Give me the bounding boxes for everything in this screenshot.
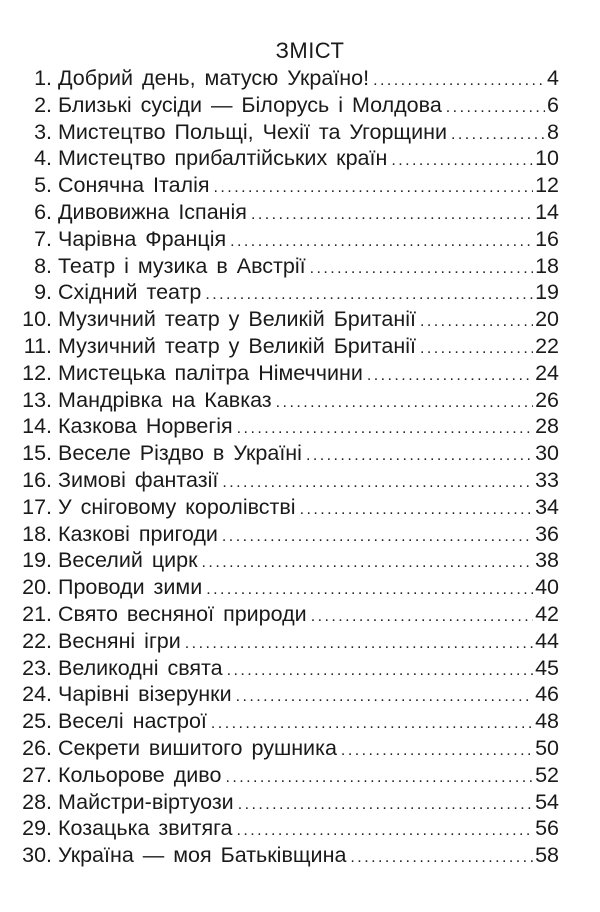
entry-title: Веселі настрої (58, 709, 207, 734)
dot-leader (238, 792, 533, 819)
entry-number: 24. (22, 682, 52, 707)
entry-number: 20. (22, 575, 52, 600)
entry-page-number: 34 (535, 494, 559, 519)
toc-entry (14, 306, 559, 333)
toc-entry (14, 547, 559, 574)
entry-page-number: 54 (535, 789, 559, 814)
entry-page-number: 19 (535, 280, 559, 305)
entry-title: Казкова Норвегія (58, 414, 233, 439)
entry-title: Майстри-віртуози (58, 789, 234, 814)
entry-page-number: 56 (535, 816, 559, 841)
toc-entry (14, 440, 559, 467)
entry-number: 9. (34, 280, 52, 305)
entry-number: 8. (34, 253, 52, 278)
table-of-contents (14, 65, 559, 869)
toc-entry (14, 655, 559, 682)
toc-entry (14, 762, 559, 789)
entry-title: Мистецька палітра Німеччини (58, 360, 363, 385)
entry-title: Казкові пригоди (58, 521, 218, 546)
dot-leader (420, 309, 533, 336)
dot-leader (230, 229, 533, 256)
entry-title: Добрий день, матусю Україно! (58, 66, 370, 90)
entry-page-number: 22 (535, 333, 559, 358)
entry-page-number: 33 (535, 467, 559, 492)
entry-title: Мандрівка на Кавказ (58, 387, 272, 412)
entry-number: 1. (34, 66, 52, 90)
dot-leader (341, 738, 533, 765)
toc-entry (14, 789, 559, 816)
toc-entry (14, 333, 559, 360)
entry-number: 22. (22, 628, 52, 653)
dot-leader (276, 390, 533, 417)
entry-number: 28. (22, 789, 52, 814)
entry-number: 11. (23, 333, 52, 358)
entry-title: У сніговому королівстві (58, 494, 296, 519)
dot-leader (206, 577, 533, 604)
entry-page-number: 38 (535, 548, 559, 573)
entry-title: Секрети вишитого рушника (58, 735, 337, 760)
entry-title: Близькі сусіди — Білорусь і Молдова (58, 92, 442, 117)
dot-leader (237, 818, 534, 845)
dot-leader (350, 845, 533, 872)
entry-page-number: 24 (535, 360, 559, 385)
entry-title: Україна — моя Батьківщина (58, 843, 347, 868)
entry-title: Свято весняної природи (58, 601, 307, 626)
toc-entry (14, 145, 559, 172)
toc-entry (14, 574, 559, 601)
entry-number: 25. (22, 709, 52, 734)
dot-leader (451, 122, 545, 149)
entry-number: 7. (34, 226, 52, 251)
dot-leader (211, 711, 533, 738)
entry-title: Чарівні візерунки (58, 682, 232, 707)
entry-number: 2. (34, 92, 52, 117)
entry-page-number: 20 (535, 307, 559, 332)
entry-title: Дивовижна Іспанія (58, 199, 247, 224)
toc-entry (14, 360, 559, 387)
entry-number: 6. (34, 199, 52, 224)
entry-page-number: 6 (547, 92, 559, 117)
entry-number: 13. (22, 387, 52, 412)
dot-leader (185, 631, 533, 658)
entry-title: Чарівна Франція (58, 226, 227, 251)
page-title: ЗМІСТ (275, 38, 345, 63)
entry-number: 16. (22, 467, 52, 492)
toc-entry (14, 842, 559, 869)
entry-number: 12. (22, 360, 52, 385)
entry-title: Козацька звитяга (58, 816, 233, 841)
dot-leader (306, 443, 533, 470)
toc-entry (14, 65, 559, 92)
entry-number: 27. (22, 762, 52, 787)
entry-number: 17. (22, 494, 52, 519)
dot-leader (214, 175, 534, 202)
entry-number: 26. (22, 735, 52, 760)
dot-leader (237, 416, 533, 443)
toc-entry (14, 199, 559, 226)
entry-page-number: 45 (535, 655, 559, 680)
entry-number: 30. (22, 843, 52, 868)
entry-page-number: 50 (535, 735, 559, 760)
dot-leader (310, 256, 534, 283)
entry-number: 19. (22, 548, 52, 573)
entry-page-number: 12 (535, 173, 559, 198)
entry-page-number: 46 (535, 682, 559, 707)
dot-leader (227, 658, 534, 685)
entry-title: Театр і музика в Австрії (58, 253, 306, 278)
dot-leader (236, 684, 533, 711)
dot-leader (420, 336, 533, 363)
entry-page-number: 16 (535, 226, 559, 251)
entry-number: 18. (22, 521, 52, 546)
dot-leader (311, 604, 533, 631)
entry-number: 10. (22, 307, 52, 332)
entry-title: Проводи зими (58, 575, 203, 600)
toc-entry (14, 521, 559, 548)
toc-entry (14, 119, 559, 146)
entry-title: Великодні свята (58, 655, 223, 680)
entry-number: 3. (34, 119, 52, 144)
dot-leader (367, 363, 533, 390)
entry-page-number: 28 (535, 414, 559, 439)
toc-entry (14, 172, 559, 199)
entry-number: 23. (22, 655, 52, 680)
toc-entry (14, 628, 559, 655)
entry-page-number: 36 (535, 521, 559, 546)
dot-leader (300, 497, 533, 524)
toc-entry (14, 494, 559, 521)
dot-leader (222, 524, 533, 551)
entry-title: Мистецтво прибалтійських країн (58, 146, 388, 171)
entry-title: Веселе Різдво в Україні (58, 441, 302, 466)
dot-leader (225, 765, 533, 792)
entry-page-number: 4 (547, 66, 559, 90)
dot-leader (222, 470, 533, 497)
toc-entry (14, 708, 559, 735)
entry-number: 5. (34, 173, 52, 198)
entry-title: Веселий цирк (58, 548, 198, 573)
toc-entry (14, 735, 559, 762)
toc-entry (14, 279, 559, 306)
dot-leader (251, 202, 533, 229)
entry-number: 29. (22, 816, 52, 841)
entry-number: 14. (22, 414, 52, 439)
entry-title: Східний театр (58, 280, 202, 305)
dot-leader (446, 95, 545, 122)
entry-title: Сонячна Італія (58, 173, 210, 198)
entry-number: 21. (22, 601, 52, 626)
entry-title: Музичний театр у Великій Британії (58, 333, 416, 358)
entry-page-number: 44 (535, 628, 559, 653)
toc-entry (14, 467, 559, 494)
entry-title: Кольорове диво (58, 762, 222, 787)
toc-entry (14, 253, 559, 280)
entry-page-number: 42 (535, 601, 559, 626)
dot-leader (205, 282, 533, 309)
entry-title: Весняні ігри (58, 628, 181, 653)
toc-entry (14, 92, 559, 119)
entry-page-number: 26 (535, 387, 559, 412)
entry-page-number: 8 (547, 119, 559, 144)
entry-title: Мистецтво Польщі, Чехії та Угорщини (58, 119, 447, 144)
entry-page-number: 18 (535, 253, 559, 278)
entry-page-number: 30 (535, 441, 559, 466)
dot-leader (391, 148, 533, 175)
entry-page-number: 52 (535, 762, 559, 787)
entry-page-number: 14 (535, 199, 559, 224)
entry-page-number: 58 (535, 843, 559, 868)
toc-entry (14, 601, 559, 628)
toc-entry (14, 413, 559, 440)
toc-entry (14, 387, 559, 414)
entry-number: 15. (22, 441, 52, 466)
toc-entry (14, 681, 559, 708)
dot-leader (202, 550, 534, 577)
entry-title: Музичний театр у Великій Британії (58, 307, 416, 332)
entry-page-number: 10 (535, 146, 559, 171)
toc-entry (14, 815, 559, 842)
entry-number: 4. (34, 146, 52, 171)
entry-page-number: 48 (535, 709, 559, 734)
toc-entry (14, 226, 559, 253)
dot-leader (373, 68, 545, 95)
entry-page-number: 40 (535, 575, 559, 600)
entry-title: Зимові фантазії (58, 467, 219, 492)
